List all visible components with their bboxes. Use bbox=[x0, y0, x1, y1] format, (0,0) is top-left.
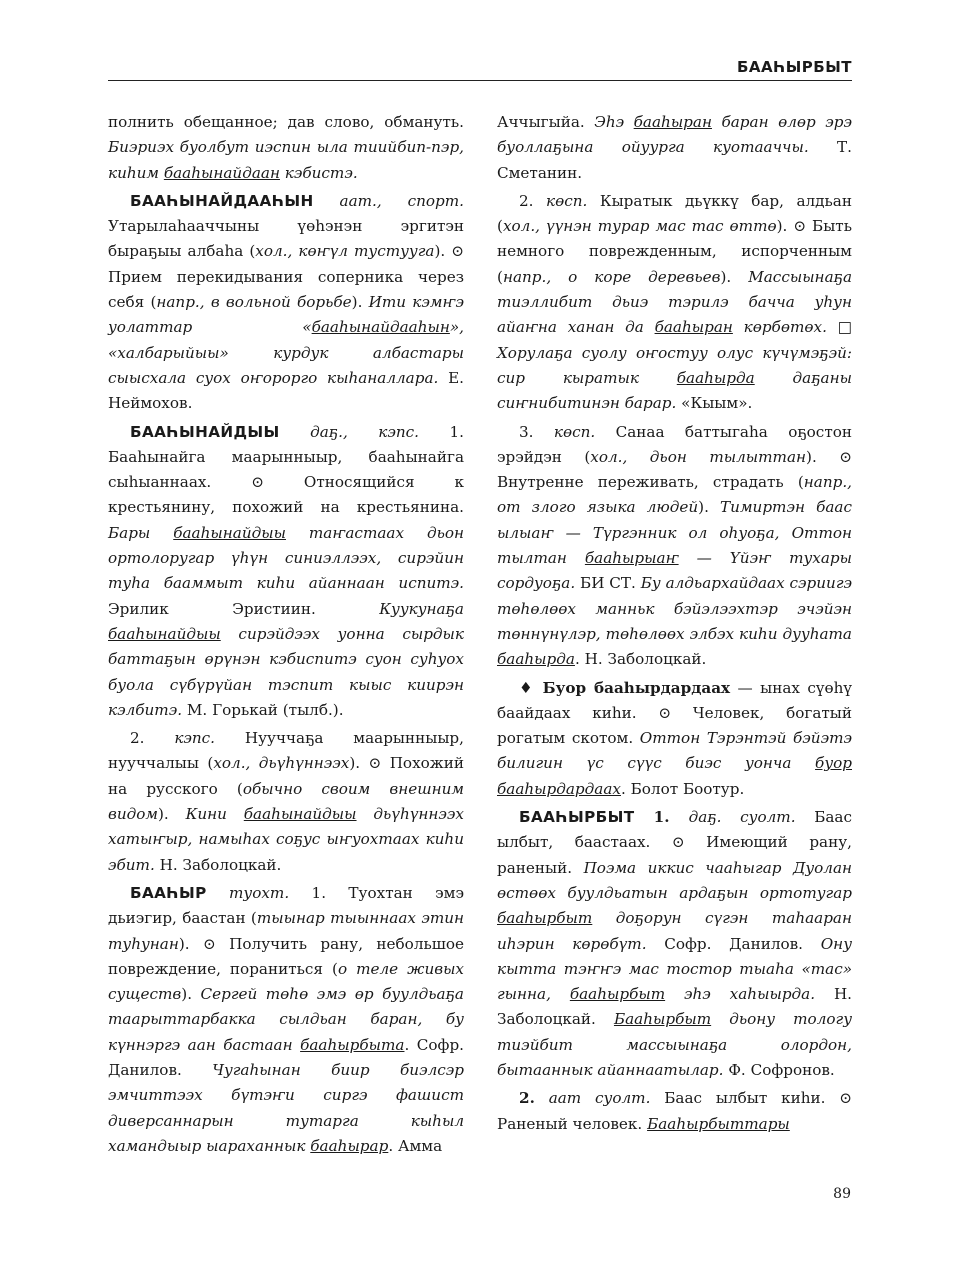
entry-baahyr: БААҺЫР туохт. 1. Туохтан эмэ дьиэгир, баастан (тыынар тыыннаах этин туһунан). ⊙ Получить рану, небольшое повреждение, пораниться (о теле живых существ). Сергей төһө эмэ өр буулдьаҕа таарыттарбакка сылдьан баран, бу күннэргэ аан бастаан бааһырбыта. Софр. Данилов. Чугаһынан биир биэлсэр эмчиттээх бүтэҥи сиргэ фашист диверсаннарын тутарга кыһыл хамандыыр ыараханнык бааһырар. Амма bbox=[108, 883, 465, 1155]
headword: БААҺЫР bbox=[130, 883, 207, 902]
headword: БААҺЫНАЙДЫЫ bbox=[130, 422, 280, 441]
entry-continuation: Аччыгыйа. Эһэ бааһыран баран өлөр эрэ буоллаҕына ойуурга куотааччы. Т. Сметанин. bbox=[497, 113, 852, 182]
running-headword: БААҺЫРБЫТ bbox=[736, 58, 852, 76]
headword: БААҺЫРБЫТ bbox=[519, 808, 635, 827]
entry-sense-3: 3. көсп. Санаа баттыгаһа оҕостон эрэйдэн (хол., дьон тылыттан). ⊙ Внутренне переживать, страдать (напр., от злого языка людей). Тимиртэн баас ылыаҥ — Түргэнник ол оһуоҕа, Оттон тылтан бааһырыаҥ — Үйэҥ тухары сордуоҕа. БИ СТ. Бу алдьархайдаах сэриигэ төһөлөөх манньк бэйэлээхтэр эчэйэн төннүнүлэр, төһөлөөх элбэх киһи дууһата бааһырда. Н. Заболоцкай. bbox=[497, 422, 853, 669]
entry-sense-2b: 2. аат суолт. Баас ылбыт киһи. ⊙ Раненый человек. Бааһырбыттары bbox=[497, 1089, 853, 1133]
page-number: 89 bbox=[833, 1186, 851, 1202]
entry-baahynaidyy: БААҺЫНАЙДЫЫ даҕ., кэпс. 1. Бааһынайга маарынныыр, бааһынайга сыһыаннаах. ⊙ Относящийся к крестьянину, похожий на крестьянина. Бары бааһынайдыы таҥастаах дьон ортолоругар үһүн синиэллээх, сирэйин туһа бааммыт киһи айаннаан испитэ. Эрилик Эристиин. Куукунаҕа бааһынайдыы сирэйдээх уонна сырдык баттаҕын өрүнэн кэбиспитэ суон суһуох буола сүбүрүйан тэспит кыыс киирэн кэлбитэ. М. Горькай (тылб.). bbox=[108, 422, 464, 719]
left-column bbox=[108, 110, 464, 1162]
header-rule bbox=[108, 80, 852, 81]
entry-baahyrbyt: БААҺЫРБЫТ 1. даҕ. суолт. Баас ылбыт, баастаах. ⊙ Имеющий рану, раненый. Поэма иккис чааһыгар Дуолан өстөөх буулдьатын ардаҕын ортотугар бааһырбыт доҕорун сүгэн таһааран иһэрин көрөбүт. Софр. Данилов. Ону кытта тэҥҥэ мас тостор тыаһа «тас» гынна, бааһырбыт эһэ хаһыырда. Н. Заболоцкай. Бааһырбыт дьону тологу тиэйбит массыынаҕа олордон, бытааннык айаннаатылар. Ф. Софронов. bbox=[497, 808, 853, 1079]
entry-sense-2: 2. көсп. Кыратык дьүккү бар, алдьан (хол., үүнэн турар мас тас өттө). ⊙ Быть немного поврежденным, испорченным (напр., о коре деревьев). Массыынаҕа тиэллибит дьиэ тэрилэ баччa уһун айаҥна ханан да бааһыран көрбөтөх. □ Хорулаҕа суолу оҥостуу олус күчүмэҕэй: сир кыратык бааһырда даҕаны сиҥнибитинэн барар. «Кыым». bbox=[497, 191, 852, 413]
headword: БААҺЫНАЙДААҺЫН bbox=[130, 191, 314, 210]
running-header bbox=[108, 56, 852, 84]
entry-sense-2: 2. кэпс. Нууччаҕа маарынныыр, нууччалыы (хол., дьүһүннээх). ⊙ Похожий на русского (обычно своим внешним видом). Кини бааһынайдыы дьүһүннээх хатыҥыр, намыһах соҕус ыҥуохтаах киһи эбит. Н. Заболоцкай. bbox=[108, 729, 465, 874]
entry-continuation: полнить обещанное; дав слово, обмануть. Биэриэх буолбут иэспин ыла тиийбип-пэр, киһим бааһынайдаан кэбистэ. bbox=[108, 113, 464, 182]
entry-baahynaidaahyn: БААҺЫНАЙДААҺЫН аат., спорт. Утарылаһааччыны үөһэнэн эргитэн быраҕыы албаһа (хол., көҥүл тустууга). ⊙ Прием перекидывания соперника через себя (напр., в вольной борьбе). Ити кэмҥэ уолаттар «бааһынайдааһын», «халбарыйыы» курдук албастары сыысхала суох оҥорорго кыһаналлара. Е. Неймохов. bbox=[108, 191, 464, 413]
right-column bbox=[497, 110, 852, 1140]
entry-idiom: ♦ Буор бааһырдардаах — ынах сүөһү баайдаах киһи. ⊙ Человек, богатый рогатым скотом. Оттон Тэрэнтэй бэйэтэ билигин үс сүүс биэс уонча буор бааһырдардаах. Болот Боотур. bbox=[497, 678, 852, 798]
